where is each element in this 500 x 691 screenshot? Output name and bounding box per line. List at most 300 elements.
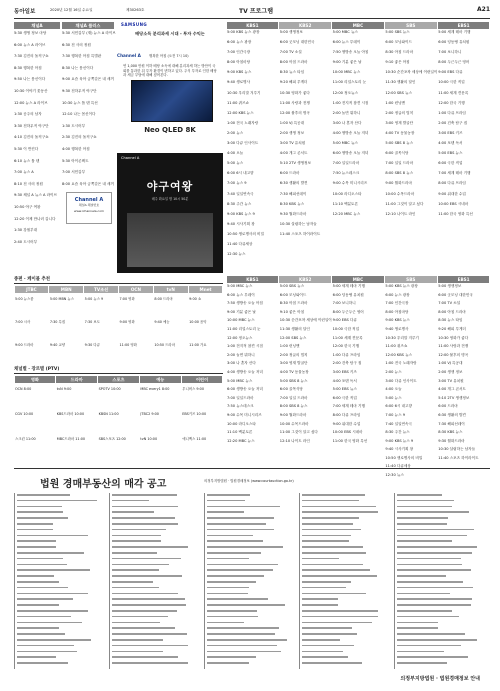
schedule-item: 7:50 뉴스데스크 bbox=[332, 171, 360, 176]
auction-line bbox=[397, 564, 462, 566]
cable-row bbox=[14, 342, 223, 362]
schedule-item: 9:30 월화드라마 bbox=[279, 211, 307, 216]
schedule-item: 5:00 생생정보 bbox=[279, 30, 303, 34]
auction-line bbox=[302, 569, 370, 571]
schedule-item: 4:00 포텐 독서 bbox=[332, 378, 357, 383]
auction-line bbox=[302, 564, 363, 566]
auction-line bbox=[112, 529, 166, 531]
auction-line bbox=[302, 604, 338, 606]
auction-line bbox=[207, 564, 278, 566]
schedule-item: 11:00 사랑과 전쟁 bbox=[438, 344, 469, 349]
schedule-item: 8:30 아침 드라마 bbox=[279, 301, 308, 306]
auction-line bbox=[397, 639, 477, 641]
schedule-item: 7:00 일일드라마 bbox=[227, 395, 254, 400]
auction-line bbox=[302, 529, 361, 531]
schedule-item: 10:30 이야기 꽃동산 bbox=[14, 88, 48, 93]
genre-header: 어린이 bbox=[182, 376, 223, 383]
auction-line bbox=[207, 651, 281, 653]
cable-channel-header: tvN bbox=[154, 286, 188, 293]
schedule-item: 3:30 천하무적 야구단 bbox=[14, 123, 49, 128]
schedule-item: 11:00 한국 영화 특선 bbox=[438, 211, 473, 216]
schedule-item: 12:00 SBS 뉴스 bbox=[279, 335, 307, 340]
schedule-item: 9:00 KBS 뉴스 bbox=[385, 318, 410, 323]
genre-cell: JTBC2 9:00 bbox=[140, 412, 159, 416]
auction-line bbox=[397, 529, 474, 531]
schedule-item: 10:00 수목드라마 bbox=[279, 421, 309, 426]
auction-line bbox=[397, 610, 452, 612]
schedule-item: 3:00 나 혼자 산다 bbox=[227, 361, 256, 366]
schedule-item: 2:00 건축 탐구 집 bbox=[332, 361, 362, 366]
genre-cell: 투니버스 9:00 bbox=[182, 387, 204, 391]
schedule-item: 11:40 다큐세상 bbox=[227, 241, 253, 246]
schedule-item: 1:30 공주의 남자 bbox=[14, 112, 42, 117]
schedule-item: 8:30 KBS 뉴스 bbox=[279, 201, 305, 206]
channel-header: MBC bbox=[332, 22, 384, 29]
schedule-item: 8:00 아침마당 bbox=[227, 60, 251, 65]
schedule-item: 10:50 생로병사의 비밀 bbox=[385, 455, 423, 460]
channel-header: EBS1 bbox=[438, 22, 490, 29]
schedule-item: 9:00 월화드라마 bbox=[385, 181, 412, 186]
auction-line bbox=[17, 593, 88, 595]
genre-cell: KBS드라마 10:00 bbox=[56, 412, 85, 416]
auction-line bbox=[397, 581, 463, 583]
auction-line bbox=[302, 662, 362, 664]
schedule-item: 5:00 뉴스 bbox=[227, 161, 244, 166]
genre-row bbox=[14, 386, 223, 408]
auction-column bbox=[14, 493, 108, 669]
schedule-item: 1:30 강철부대 bbox=[14, 228, 38, 233]
schedule-item: 7:00 TV 소설 bbox=[438, 301, 461, 306]
schedule-item: 12:00 한국 기행 bbox=[438, 100, 465, 105]
schedule-item: 7:50 뉴스데스크 bbox=[227, 404, 254, 409]
auction-line bbox=[112, 604, 186, 606]
cable-channel-header: MBN bbox=[49, 286, 83, 293]
schedule-item: 7:30 행복한 아침 특별판 bbox=[62, 54, 102, 59]
schedule-item: 5:30 생생 정보 마당 bbox=[14, 31, 47, 35]
cable-cell: 7:00 시사 bbox=[15, 320, 31, 324]
schedule-item: 1:00 런닝맨 bbox=[385, 100, 406, 105]
auction-line bbox=[302, 627, 352, 629]
auction-line bbox=[397, 662, 447, 664]
schedule-item: 6:00 뉴스 A 라이브 bbox=[14, 42, 46, 47]
auction-line bbox=[397, 558, 461, 560]
auction-line bbox=[397, 511, 469, 513]
auction-line bbox=[112, 500, 149, 502]
schedule-item: 8:00 두근두근 영어 bbox=[438, 60, 470, 65]
schedule-item: 2:00 생생 정보 bbox=[438, 369, 463, 374]
auction-line bbox=[17, 552, 84, 554]
channel-header: KBS2 bbox=[279, 276, 331, 283]
schedule-item: 10:00 EBS 시네마 bbox=[438, 201, 469, 206]
auction-column bbox=[109, 493, 203, 669]
auction-line bbox=[17, 651, 77, 653]
schedule-item: 10:00 MBC 뉴스 bbox=[332, 70, 361, 75]
channel-a-column bbox=[14, 22, 60, 272]
schedule-item: 4:00 오늘 bbox=[227, 151, 244, 156]
auction-line bbox=[17, 494, 70, 496]
cable-cell: 7:00 영화 bbox=[119, 297, 135, 301]
channel-header: SBS bbox=[385, 276, 437, 283]
auction-line bbox=[207, 540, 263, 542]
auction-line bbox=[17, 587, 68, 589]
auction-line bbox=[112, 645, 188, 647]
auction-line bbox=[207, 627, 279, 629]
auction-line bbox=[17, 656, 56, 658]
auction-line bbox=[17, 558, 63, 560]
auction-line bbox=[207, 645, 277, 647]
auction-line bbox=[207, 558, 249, 560]
schedule-item: 8:00 아침 드라마 bbox=[279, 60, 308, 65]
schedule-item: 5:00 SBS 8 뉴스 bbox=[385, 141, 414, 146]
schedule-item: 6:00 생방송 오늘 저녁 bbox=[332, 151, 369, 156]
auction-line bbox=[397, 500, 454, 502]
schedule-item: 8:30 KBS 뉴스 bbox=[438, 430, 463, 435]
channel-a-url: www.ichannela.com bbox=[74, 209, 104, 213]
cable-cell: 5:00 뉴스룸 bbox=[15, 297, 34, 301]
channel-a-plus-schedule bbox=[62, 29, 114, 186]
schedule-item: 9:20 해피 투게더 bbox=[438, 326, 466, 331]
schedule-item: 11:00 퀴즈쇼 bbox=[385, 344, 408, 349]
schedule-item: 6:00 드라마 bbox=[438, 404, 458, 409]
channel-a-logo-box bbox=[66, 192, 112, 224]
schedule-item: 2:00 뉴스 bbox=[385, 369, 402, 374]
auction-line bbox=[302, 546, 363, 548]
schedule-item: 9:40 생로병사 bbox=[227, 80, 251, 85]
schedule-item: 7:00 보니하니 bbox=[332, 301, 356, 306]
schedule-item: 2:00 건축 탐구 집 bbox=[438, 120, 468, 125]
schedule-item: 3:00 TV 유치원 bbox=[438, 378, 464, 383]
auction-line bbox=[17, 517, 68, 519]
auction-line bbox=[207, 581, 256, 583]
auction-line bbox=[302, 506, 376, 508]
auction-line bbox=[17, 616, 71, 618]
schedule-item: 8:30 뉴스 타임 bbox=[279, 70, 305, 75]
genre-cell: OCN 8:00 bbox=[15, 387, 32, 391]
auction-line bbox=[112, 593, 178, 595]
auction-line bbox=[397, 651, 444, 653]
schedule-item: 1:30 도시어부 bbox=[62, 123, 86, 128]
auction-line bbox=[397, 587, 473, 589]
channel-header: SBS bbox=[385, 22, 437, 29]
auction-line bbox=[17, 529, 53, 531]
schedule-item: 7:30 해피선데이 bbox=[279, 191, 307, 196]
schedule-item: 5:30 아이콘택트 bbox=[62, 158, 89, 163]
schedule-item: 11:30 생활의 달인 bbox=[385, 80, 416, 85]
auction-line bbox=[17, 523, 53, 525]
auction-line bbox=[207, 598, 268, 600]
schedule-item: 2:00 정글의 법칙 bbox=[385, 110, 414, 115]
schedule-item: 7:00 세계 테마 기행 bbox=[332, 404, 365, 409]
schedule-item: 6:00 골목식당 bbox=[279, 387, 303, 392]
schedule-item: 5:00 EBS 뉴스 bbox=[332, 387, 357, 392]
auction-line bbox=[207, 511, 244, 513]
auction-line bbox=[207, 569, 273, 571]
auction-line bbox=[397, 546, 477, 548]
schedule-item: 10:30 순간포착 세상에 이런일이 bbox=[279, 318, 332, 323]
auction-line bbox=[112, 523, 178, 525]
schedule-item: 9:40 생로병사 bbox=[385, 326, 409, 331]
schedule-item: 2:00 놀면 뭐하니 bbox=[332, 110, 361, 115]
schedule-item: 5:00 생생정보 bbox=[438, 284, 462, 288]
schedule-item: 3:00 TV 유치원 bbox=[279, 141, 306, 146]
ad-panel bbox=[117, 22, 223, 150]
schedule-item: 11:00 세계 견문록 bbox=[438, 90, 469, 95]
genre-header: 드라마 bbox=[56, 376, 97, 383]
auction-line bbox=[112, 587, 159, 589]
auction-line bbox=[17, 639, 91, 641]
auction-line bbox=[302, 517, 359, 519]
genre-cell: SPOTV 10:00 bbox=[98, 387, 121, 391]
genre-cell: tvN 10:00 bbox=[140, 437, 158, 441]
schedule-item: 9:30 월화드라마 bbox=[438, 438, 465, 443]
genre-row bbox=[14, 411, 223, 433]
cable-cell: 5:00 뉴스 9 bbox=[84, 297, 104, 301]
schedule-item: 10:00 극한 직업 bbox=[438, 80, 465, 85]
genre-cell: MBC드라마 11:00 bbox=[56, 437, 86, 441]
schedule-item: 12:00 SBS 뉴스 bbox=[385, 90, 412, 95]
schedule-item: 7:00 뉴스 A bbox=[14, 170, 34, 175]
schedule-item: 9:20 해피 투게더 bbox=[279, 80, 308, 85]
schedule-item: 10:50 야구 여왕 bbox=[14, 204, 41, 209]
schedule-item: 11:00 리얼스토리 눈 bbox=[227, 326, 261, 331]
schedule-item: 7:40 일일연속극 bbox=[227, 191, 254, 196]
auction-line bbox=[302, 523, 353, 525]
schedule-item: 6:00 뉴스 광장 bbox=[385, 292, 410, 297]
paper-name: 동아일보 bbox=[14, 9, 36, 15]
schedule-item: 6:00 극한 직업 bbox=[438, 161, 463, 166]
schedule-item: 9:00 EBS 다큐 bbox=[332, 318, 357, 323]
auction-line bbox=[302, 587, 346, 589]
auction-line bbox=[397, 535, 467, 537]
auction-line bbox=[112, 662, 188, 664]
schedule-item: 12:00 KBS 뉴스 bbox=[385, 352, 413, 357]
schedule-item: 6:00 극한 직업 bbox=[332, 395, 357, 400]
schedule-item: 6:00 딩동댕 유치원 bbox=[438, 40, 470, 45]
schedule-item: 5:00 EBS 뉴스 bbox=[438, 151, 463, 156]
schedule-item: 10:30 영화가 좋다 bbox=[438, 335, 469, 340]
channel-schedule-column bbox=[438, 30, 489, 270]
schedule-item: 9:00 수목 미니시리즈 bbox=[332, 181, 368, 186]
schedule-item: 9:00 EBS 다큐 bbox=[438, 70, 463, 75]
cable-cell: 10:50 드라마 bbox=[154, 343, 175, 347]
schedule-item: 8:00 요즘 육아 금쪽같은 내 새끼 bbox=[62, 181, 114, 186]
auction-line bbox=[17, 604, 59, 606]
ad-brand: SAMSUNG bbox=[121, 22, 148, 27]
auction-line bbox=[207, 616, 258, 618]
auction-line bbox=[302, 581, 351, 583]
schedule-item: 8:30 행복한 아침 bbox=[14, 65, 42, 70]
schedule-item: 4:10 김진의 돌직구쇼 bbox=[14, 135, 49, 140]
schedule-item: 8:30 뉴스 타임 bbox=[438, 318, 463, 323]
auction-line bbox=[17, 633, 65, 635]
auction-line bbox=[112, 639, 163, 641]
schedule-item: 2:00 놀면 뭐하니 bbox=[227, 352, 255, 357]
schedule-item: 4:00 포텐 독서 bbox=[438, 141, 463, 146]
schedule-item: 7:00 인간극장 bbox=[227, 50, 251, 55]
cable-channel-header: Mnet bbox=[189, 286, 223, 293]
channel-header: KBS2 bbox=[279, 22, 331, 29]
schedule-item: 9:30 채널 A 뉴스 A 라이브 bbox=[14, 193, 57, 198]
auction-line bbox=[17, 645, 74, 647]
channel-schedule-column bbox=[280, 284, 331, 462]
schedule-item: 4:00 오늘 bbox=[385, 387, 402, 392]
schedule-item: 5:00 세계 테마 기행 bbox=[438, 30, 471, 34]
genre-section bbox=[14, 366, 223, 464]
schedule-item: 5:30 서민갑부 (재) 뉴스 A 라이브 bbox=[62, 31, 116, 35]
auction-line bbox=[397, 656, 468, 658]
schedule-item: 11:10 백분토론 bbox=[227, 430, 253, 435]
schedule-item: 10:00 극한 직업 bbox=[332, 326, 360, 331]
schedule-item: 11:30 생활의 달인 bbox=[279, 326, 310, 331]
schedule-item: 10:50 생로병사의 비밀 bbox=[227, 231, 264, 236]
auction-title: 법원 경매부동산의 매각 공고 bbox=[40, 479, 167, 490]
schedule-item: 7:50 생방송 오늘 아침 bbox=[227, 301, 263, 306]
schedule-item: 9:00 월화드라마 bbox=[279, 412, 307, 417]
auction-line bbox=[112, 546, 188, 548]
schedule-item: 9:40 시사기획 창 bbox=[385, 447, 414, 452]
auction-line bbox=[207, 500, 245, 502]
schedule-item: 6:30 생활의 발견 bbox=[279, 181, 308, 186]
auction-line bbox=[302, 622, 372, 624]
cable-cell: 9:00 쇼 bbox=[189, 297, 202, 301]
schedule-item: 1:00 VJ 특공대 bbox=[279, 120, 305, 125]
auction-line bbox=[397, 633, 465, 635]
schedule-item: 4:00 행복한 아침 bbox=[62, 146, 90, 151]
schedule-item: 8:30 주간 뉴스 bbox=[385, 430, 410, 435]
schedule-item: 12:00 한국 기행 bbox=[332, 344, 360, 349]
auction-line bbox=[17, 540, 56, 542]
cable-cell: 7:30 특집 bbox=[49, 320, 66, 324]
schedule-item: 7:00 TV 소설 bbox=[279, 50, 302, 55]
schedule-item: 10:00 EBS 시네마 bbox=[332, 430, 363, 435]
cable-cell: 9:00 영화 bbox=[119, 320, 135, 324]
schedule-item: 2:00 정글의 법칙 bbox=[279, 352, 308, 357]
promo-channel: Channel A bbox=[121, 156, 140, 160]
schedule-item: 10:30 순간포착 세상에 이런일이 bbox=[385, 70, 438, 75]
schedule-item: 5:30 이 반진다 bbox=[14, 146, 39, 151]
ad-channel: Channel A bbox=[117, 53, 141, 58]
schedule-item: 4:00 생방송 오늘 저녁 bbox=[332, 130, 369, 135]
issue-date: 2020년 12월 16일 수요일 bbox=[50, 8, 93, 12]
ad-product: Neo QLED 8K bbox=[144, 126, 196, 134]
schedule-item: 7:00 보니하니 bbox=[438, 50, 462, 55]
schedule-item: 12:10 나는 몸신이다 bbox=[62, 112, 96, 117]
schedule-item: 6:00 골목식당 bbox=[385, 151, 409, 156]
auction-line bbox=[207, 575, 264, 577]
auction-line bbox=[112, 517, 175, 519]
schedule-item: 8:00 두근두근 영어 bbox=[332, 309, 364, 314]
channel-schedule-column bbox=[333, 30, 384, 270]
auction-line bbox=[207, 656, 256, 658]
auction-line bbox=[112, 598, 185, 600]
channel-a-schedule bbox=[14, 29, 60, 244]
channel-a-plus-header: 채널A 플러스 bbox=[62, 22, 114, 29]
schedule-item: 5:00 SBS 8 뉴스 bbox=[279, 378, 308, 383]
schedule-item: 5:00 SBS 뉴스 bbox=[279, 284, 305, 288]
auction-notice bbox=[14, 468, 490, 684]
auction-line bbox=[397, 552, 472, 554]
genre-header: 스포츠 bbox=[98, 376, 139, 383]
schedule-item: 10:00 수목드라마 bbox=[385, 191, 415, 196]
schedule-item: 12:00 정오뉴스 bbox=[227, 335, 253, 340]
schedule-item: 8:10 천 사의 정원 bbox=[14, 181, 43, 186]
schedule-item: 11:40 스포츠 하이라이트 bbox=[279, 231, 321, 236]
auction-line bbox=[302, 575, 377, 577]
schedule-item: 9:00 KBS 뉴스 9 bbox=[227, 211, 255, 216]
schedule-item: 6:00 딩동댕 유치원 bbox=[332, 292, 364, 297]
auction-line bbox=[302, 540, 349, 542]
schedule-item: 2:40 도시어부 bbox=[14, 239, 38, 244]
channel-schedule-column bbox=[385, 284, 436, 478]
auction-line bbox=[397, 598, 472, 600]
channel-schedule-column bbox=[227, 30, 278, 270]
genre-header: 영화 bbox=[15, 376, 56, 383]
schedule-item: 9:00 수목 미니시리즈 bbox=[227, 412, 262, 417]
schedule-item: 12:30 뉴스 bbox=[227, 252, 246, 257]
schedule-item: 9:10 좋은 아침 bbox=[385, 60, 410, 65]
schedule-item: 6:00 드라마 bbox=[279, 171, 300, 176]
cable-cell: 9:30 다큐 bbox=[84, 343, 100, 347]
auction-line bbox=[112, 535, 161, 537]
schedule-item: 6:30 생활의 발견 bbox=[438, 412, 466, 417]
tv-product-image bbox=[131, 80, 213, 122]
auction-line bbox=[112, 610, 177, 612]
schedule-item: 5:00 MBC 뉴스 bbox=[332, 30, 358, 34]
auction-line bbox=[112, 627, 175, 629]
genre-section-title: 채널별 · 장르별 (PTV) bbox=[14, 366, 223, 374]
cable-cell: 5:00 MBN 뉴스 bbox=[49, 297, 74, 301]
schedule-item: 6:00 6시 내고향 bbox=[385, 404, 412, 409]
schedule-item: 11:00 한국 영화 특선 bbox=[332, 438, 368, 443]
auction-line bbox=[112, 651, 163, 653]
promo-subtitle: 매주 화요일 밤 10시 50분 bbox=[151, 197, 189, 201]
auction-line bbox=[207, 552, 261, 554]
schedule-item: 10:00 라디오스타 bbox=[227, 421, 256, 426]
schedule-item: 6:00 굿모닝 대한민국 bbox=[279, 40, 315, 45]
auction-line bbox=[397, 616, 459, 618]
auction-line bbox=[17, 627, 59, 629]
auction-line bbox=[302, 656, 348, 658]
cable-cell: 9:00 드라마 bbox=[15, 343, 34, 347]
auction-line bbox=[112, 656, 178, 658]
masthead bbox=[14, 6, 490, 19]
channel-a-plus-column bbox=[62, 22, 114, 272]
schedule-item: 9:00 KBS 뉴스 bbox=[227, 70, 252, 75]
schedule-item: 8:00 다큐 프라임 bbox=[332, 412, 361, 417]
schedule-item: 4:00 TV 동물농장 bbox=[279, 369, 309, 374]
channel-header: MBC bbox=[332, 276, 384, 283]
schedule-item: 5:00 MBC 뉴스 bbox=[227, 378, 253, 383]
channel-a-logo: Channel A bbox=[74, 197, 104, 203]
cable-channel-header: OCN bbox=[119, 286, 153, 293]
channel-header: EBS1 bbox=[438, 276, 490, 283]
cable-cell: 8:00 드라마 bbox=[154, 297, 173, 301]
issue-number: 제30263호 bbox=[126, 8, 145, 12]
auction-line bbox=[302, 593, 366, 595]
schedule-item: 8:00 아침 드라마 bbox=[438, 309, 466, 314]
auction-line bbox=[397, 593, 450, 595]
schedule-item: 10:30 살림하는 남자들 bbox=[279, 221, 317, 226]
schedule-item: 3:00 EBS 키즈 bbox=[438, 130, 463, 135]
genre-header: 예능 bbox=[140, 376, 181, 383]
cable-row bbox=[14, 296, 223, 316]
cable-cell: 10:00 음악 bbox=[189, 320, 207, 324]
schedule-item: 11:00 세계 견문록 bbox=[332, 335, 363, 340]
auction-line bbox=[112, 633, 187, 635]
schedule-item: 7:00 일일드라마 bbox=[332, 161, 360, 166]
schedule-item: 11:00 사랑과 전쟁 bbox=[279, 100, 310, 105]
schedule-item: 7:30 해피선데이 bbox=[438, 421, 465, 426]
